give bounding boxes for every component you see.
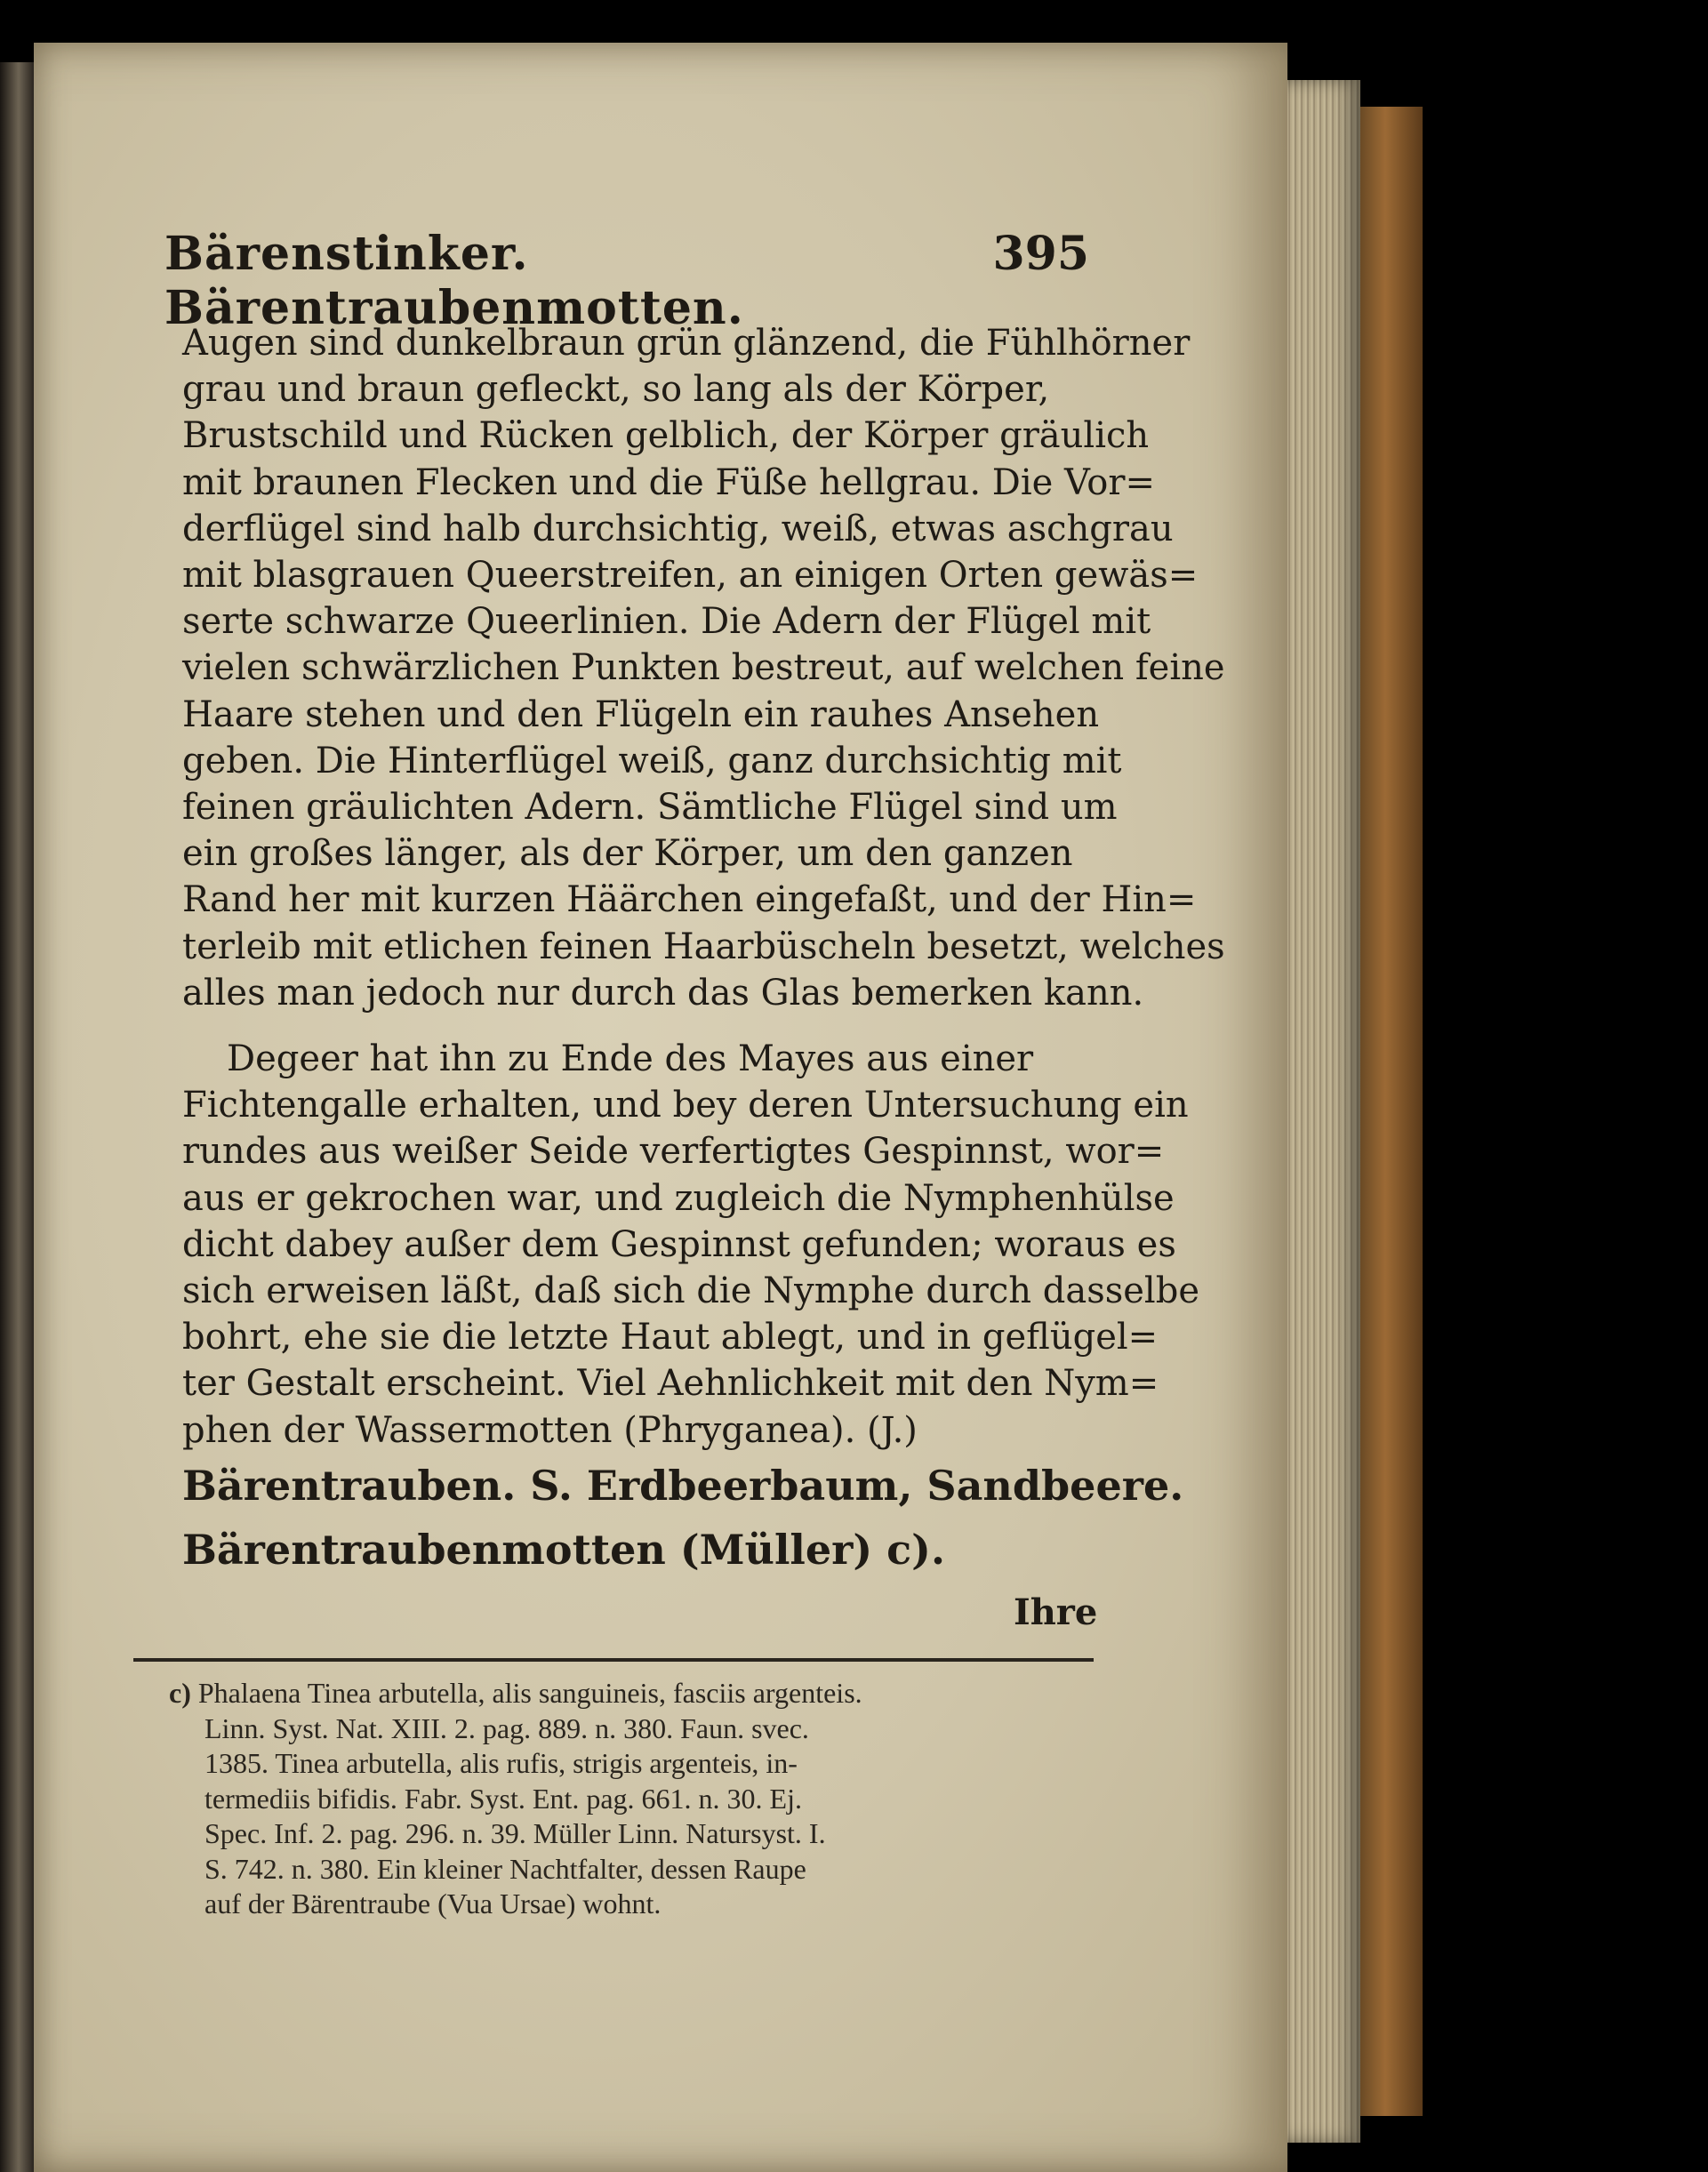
footnote <box>169 1676 1094 1922</box>
text-line: ein großes länger, als der Körper, um den ganzen <box>182 833 1073 875</box>
footnote-line: Linn. Syst. Nat. XIII. 2. pag. 889. n. 380. Faun. svec. <box>204 1711 809 1744</box>
page-number: 395 <box>992 227 1089 281</box>
text-line: ter Gestalt erscheint. Viel Aehnlichkeit mit den Nym= <box>182 1363 1159 1405</box>
text-line: dicht dabey außer dem Gespinnst gefunden; woraus es <box>182 1223 1176 1265</box>
text-line: geben. Die Hinterflügel weiß, ganz durchsichtig mit <box>182 740 1122 781</box>
text-line: Brustschild und Rücken gelblich, der Körper gräulich <box>182 415 1150 457</box>
catchword: Ihre <box>1014 1591 1098 1633</box>
entry-baerentraubenmotten: Bärentraubenmotten (Müller) c). <box>182 1525 945 1574</box>
text-line: aus er gekrochen war, und zugleich die Nymphenhülse <box>182 1177 1175 1219</box>
text-line: grau und braun gefleckt, so lang als der Körper, <box>182 369 1050 411</box>
text-line: Fichtengalle erhalten, und bey deren Untersuchung ein <box>182 1085 1189 1126</box>
footnote-line: S. 742. n. 380. Ein kleiner Nachtfalter, dessen Raupe <box>204 1852 806 1885</box>
body-text <box>182 320 1225 1582</box>
text-line: terleib mit etlichen feinen Haarbüscheln besetzt, welches <box>182 926 1225 967</box>
text-line: derflügel sind halb durchsichtig, weiß, etwas aschgrau <box>182 508 1174 549</box>
paragraph-1 <box>182 320 1225 1016</box>
running-title: Bärenstinker. Bärentraubenmotten. <box>164 227 744 335</box>
book-cover-edge <box>1360 107 1423 2116</box>
text-line: Rand her mit kurzen Häärchen eingefaßt, und der Hin= <box>182 879 1197 921</box>
text-line: Haare stehen und den Flügeln ein rauhes Ansehen <box>182 693 1100 735</box>
footnote-line: Phalaena Tinea arbutella, alis sanguineis, fasciis argenteis. <box>197 1677 862 1709</box>
text-line: mit blasgrauen Queerstreifen, an einigen Orten gewäs= <box>182 555 1199 597</box>
text-line: rundes aus weißer Seide verfertigtes Gespinnst, wor= <box>182 1131 1165 1173</box>
footnote-line: Spec. Inf. 2. pag. 296. n. 39. Müller Linn. Natursyst. I. <box>204 1817 826 1849</box>
text-line: sich erweisen läßt, daß sich die Nymphe durch dasselbe <box>182 1270 1200 1312</box>
text-line: vielen schwärzlichen Punkten bestreut, auf welchen feine <box>182 647 1225 689</box>
entry-baerentrauben: Bärentrauben. S. Erdbeerbaum, Sandbeere. <box>182 1461 1184 1510</box>
text-line: mit braunen Flecken und die Füße hellgrau. Die Vor= <box>182 461 1155 503</box>
footnote-line: auf der Bärentraube (Vua Ursae) wohnt. <box>204 1887 662 1920</box>
left-binding <box>0 62 34 2172</box>
text-line: phen der Wassermotten (Phryganea). (J.) <box>182 1409 918 1451</box>
text-line: Augen sind dunkelbraun grün glänzend, die Fühlhörner <box>182 323 1191 364</box>
footnote-line: 1385. Tinea arbutella, alis rufis, strigis argenteis, in- <box>204 1747 798 1779</box>
text-line: serte schwarze Queerlinien. Die Adern der Flügel mit <box>182 601 1151 643</box>
text-line: bohrt, ehe sie die letzte Haut ablegt, und in geflügel= <box>182 1317 1159 1359</box>
text-line: alles man jedoch nur durch das Glas bemerken kann. <box>182 972 1144 1014</box>
footnote-line: termediis bifidis. Fabr. Syst. Ent. pag. 661. n. 30. Ej. <box>204 1782 802 1815</box>
footnote-mark: c) <box>169 1677 191 1709</box>
paragraph-2 <box>182 1036 1200 1454</box>
text-line: Degeer hat ihn zu Ende des Mayes aus einer <box>227 1038 1034 1080</box>
text-line: feinen gräulichten Adern. Sämtliche Flügel sind um <box>182 787 1118 829</box>
page-header <box>164 227 1089 335</box>
footnote-rule <box>133 1658 1094 1662</box>
